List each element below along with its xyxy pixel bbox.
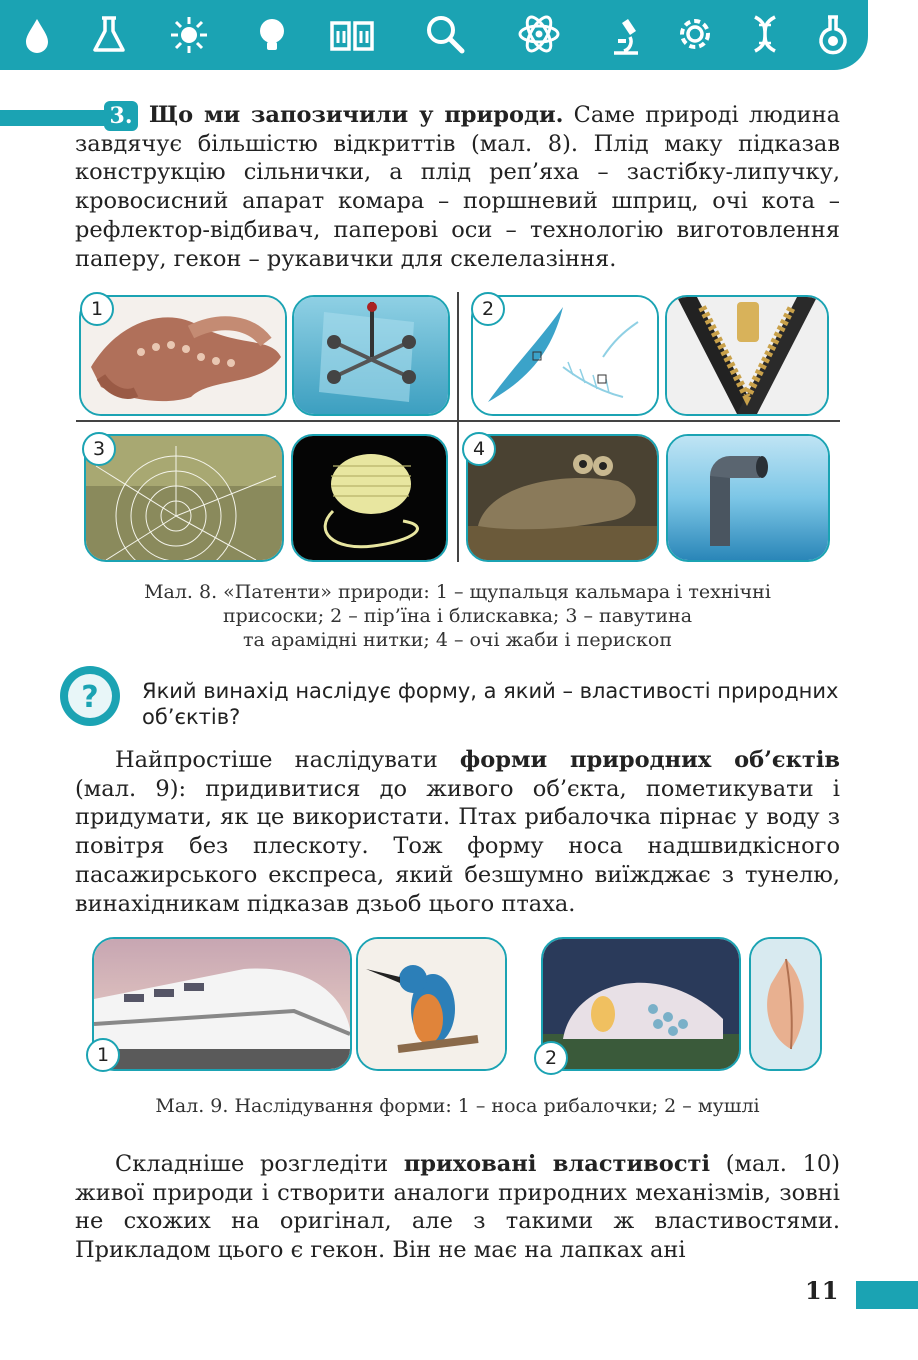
question-text: Який винахід наслідує форму, а який – властивості природних об’єктів? bbox=[142, 679, 839, 729]
shell-house-photo bbox=[541, 937, 741, 1071]
sun-icon bbox=[164, 9, 214, 59]
figure-label-3: 3 bbox=[82, 432, 116, 466]
gear-icon bbox=[670, 9, 720, 59]
figure-9-caption: Мал. 9. Наслідування форми: 1 – носа рибалочки; 2 – мушлі bbox=[155, 1095, 760, 1117]
paragraph-properties-body: (мал. 10) живої природи і створити аналоги природних механізмів, зовні не схожих на оригінал, але з такими ж властивостями. Прикладом цього є гекон. Він не має на лапках ані bbox=[75, 1151, 841, 1264]
paragraph-forms-intro: Найпростіше наслідувати bbox=[115, 747, 460, 773]
dna-icon bbox=[740, 9, 790, 59]
kingfisher-photo bbox=[356, 937, 507, 1071]
grid-divider-horizontal bbox=[76, 420, 840, 422]
periscope-photo bbox=[666, 434, 830, 562]
figure-label-2: 2 bbox=[471, 292, 505, 326]
section-body: Саме природі людина завдячує більшістю відкриттів (мал. 8). Плід маку підказав конструкцію сільнички, а плід реп’яха – застібку-липучку, кровосисний апарат комара – поршневий шприц, очі кота – рефлектор-відбивач, паперові оси – технологію виготовлення паперу, гекон – рукавички для скелелазіння. bbox=[75, 102, 840, 272]
figure-9-label-1: 1 bbox=[86, 1038, 120, 1072]
caption-line-2: присоски; 2 – пір’їна і блискавка; 3 – павутина bbox=[222, 605, 693, 627]
round-flask-icon bbox=[808, 9, 858, 59]
section-number: 3. bbox=[104, 101, 138, 131]
section-title: Що ми запозичили у природи. bbox=[149, 102, 564, 128]
figure-9-label-2: 2 bbox=[534, 1041, 568, 1075]
page-number-bar bbox=[856, 1281, 918, 1309]
lightbulb-icon bbox=[247, 9, 297, 59]
paragraph-properties-term: приховані властивості bbox=[403, 1151, 711, 1177]
flask-icon bbox=[84, 9, 134, 59]
figure-label-1: 1 bbox=[80, 292, 114, 326]
svg-text:?: ? bbox=[81, 680, 99, 715]
atom-icon bbox=[514, 9, 564, 59]
paragraph-forms bbox=[75, 746, 840, 918]
question-icon bbox=[58, 664, 122, 728]
book-icon bbox=[327, 9, 377, 59]
figure-8-caption bbox=[75, 580, 840, 652]
grid-divider-vertical bbox=[457, 292, 459, 562]
paragraph-forms-body: (мал. 9): придивитися до живого об’єкта, пометикувати і придумати, як це використати. Птах рибалочка пірнає у воду з повітря без плескоту. Тож форму носа надшвидкісного пасажирського експреса, який безшумно виїжджає з тунелю, винахідникам підказав дзьоб цього птаха. bbox=[75, 775, 840, 917]
seashell-photo bbox=[749, 937, 822, 1071]
water-drop-icon bbox=[12, 9, 62, 59]
section-paragraph bbox=[75, 101, 840, 273]
paragraph-forms-term: форми природних об’єктів bbox=[459, 747, 840, 773]
suction-cups-photo bbox=[292, 295, 450, 416]
page-number: 11 bbox=[805, 1276, 839, 1305]
aramid-thread-photo bbox=[291, 434, 448, 562]
top-icon-bar bbox=[0, 0, 868, 70]
caption-line-1: Мал. 8. «Патенти» природи: 1 – щупальця кальмара і технічні bbox=[144, 581, 771, 603]
bullet-train-photo bbox=[92, 937, 352, 1071]
microscope-icon bbox=[600, 9, 650, 59]
paragraph-properties-intro: Складніше розгледіти bbox=[115, 1151, 404, 1177]
caption-line-3: та арамідні нитки; 4 – очі жаби і перископ bbox=[242, 629, 673, 651]
figure-label-4: 4 bbox=[462, 432, 496, 466]
zipper-photo bbox=[665, 295, 829, 416]
magnifier-icon bbox=[420, 9, 470, 59]
paragraph-properties bbox=[75, 1150, 840, 1265]
